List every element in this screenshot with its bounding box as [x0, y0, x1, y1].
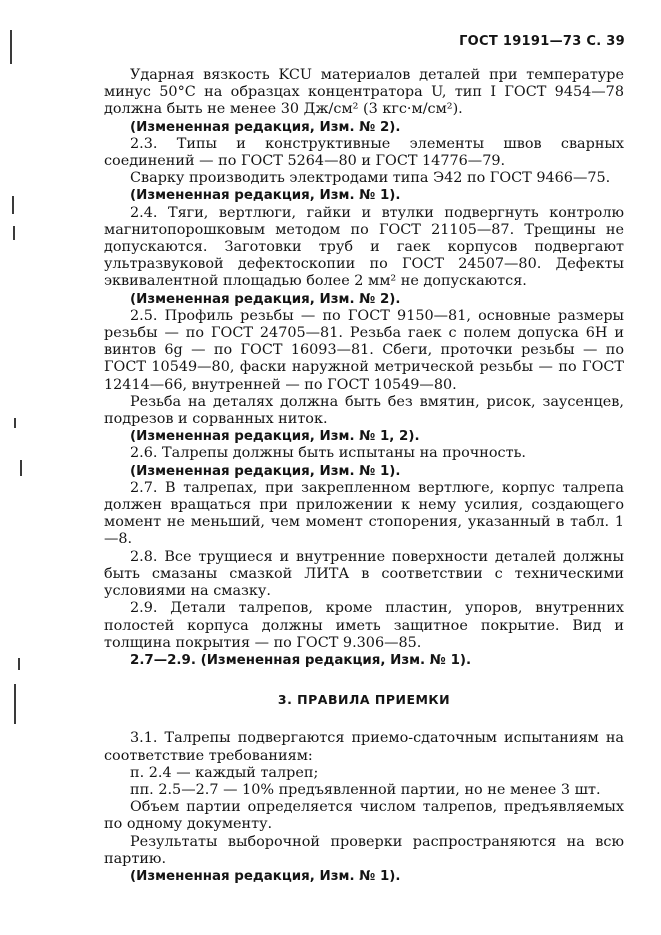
- margin-scan-mark: [14, 684, 16, 724]
- amendment-note: (Измененная редакция, Изм. № 2).: [130, 291, 401, 307]
- amendment-note: 2.7—2.9. (Измененная редакция, Изм. № 1).: [130, 652, 472, 668]
- paragraph: Резьба на деталях должна быть без вмятин, рисок, заусенцев, подрезов и сорванных ниток.: [104, 393, 624, 428]
- section-heading: 3. ПРАВИЛА ПРИЕМКИ: [277, 692, 451, 708]
- margin-scan-mark: [13, 226, 15, 240]
- paragraph: Объем партии определяется числом талрепов, предъявляемых по одному документу.: [104, 799, 624, 833]
- margin-scan-mark: [20, 460, 22, 476]
- amendment-note: (Измененная редакция, Изм. № 1).: [130, 868, 401, 884]
- paragraph: Сварку производить электродами типа Э42 по ГОСТ 9466—75.: [130, 170, 611, 187]
- paragraph: 2.8. Все трущиеся и внутренние поверхности деталей должны быть смазаны смазкой ЛИТА в соответствии с техническими условиями на смазку.: [104, 548, 624, 600]
- margin-scan-mark: [14, 418, 16, 428]
- paragraph: 2.4. Тяги, вертлюги, гайки и втулки подвергнуть контролю магнитопорошковым методом по ГОСТ 21105—87. Трещины не допускаются. Заготовки труб и гаек корпусов подвергают ультразвуковой дефектоскопии по ГОСТ 24507—80. Дефекты эквивалентной площадью более 2 мм² не допускаются.: [104, 204, 624, 290]
- paragraph: 2.5. Профиль резьбы — по ГОСТ 9150—81, основные размеры резьбы — по ГОСТ 24705—81. Резьба гаек с полем допуска 6Н и винтов 6g — по ГОСТ 16093—81. Сбеги, проточки резьбы — по ГОСТ 10549—80, фаски наружной метрической резьбы — по ГОСТ 12414—66, внутренней — по ГОСТ 10549—80.: [104, 307, 624, 393]
- amendment-note: (Измененная редакция, Изм. № 1).: [130, 188, 401, 204]
- paragraph: Результаты выборочной проверки распространяются на всю партию.: [104, 833, 624, 867]
- paragraph: 2.6. Талрепы должны быть испытаны на прочность.: [130, 445, 526, 462]
- paragraph: Ударная вязкость KCU материалов деталей при температуре минус 50°С на образцах концентратора U, тип I ГОСТ 9454—78 должна быть не менее 30 Дж/см² (3 кгс·м/см²).: [104, 67, 624, 118]
- margin-scan-mark: [10, 30, 12, 64]
- amendment-note: (Измененная редакция, Изм. № 1, 2).: [130, 429, 420, 445]
- paragraph: 2.9. Детали талрепов, кроме пластин, упоров, внутренних полостей корпуса должны иметь защитное покрытие. Вид и толщина покрытия — по ГОСТ 9.306—85.: [104, 600, 624, 651]
- page-header: ГОСТ 19191—73 С. 39: [459, 34, 625, 49]
- margin-scan-mark: [12, 196, 14, 214]
- amendment-note: (Измененная редакция, Изм. № 1).: [130, 463, 401, 479]
- amendment-note: (Измененная редакция, Изм. № 2).: [130, 119, 401, 135]
- margin-scan-mark: [18, 658, 20, 670]
- list-item: пп. 2.5—2.7 — 10% предъявленной партии, но не менее 3 шт.: [130, 781, 601, 798]
- paragraph: 3.1. Талрепы подвергаются приемо-сдаточным испытаниям на соответствие требованиям:: [104, 730, 624, 764]
- list-item: п. 2.4 — каждый талреп;: [130, 764, 319, 781]
- paragraph: 2.7. В талрепах, при закрепленном вертлюге, корпус талрепа должен вращаться при приложении к нему усилия, создающего момент не меньший, чем момент стопорения, указанный в табл. 1—8.: [104, 479, 624, 548]
- paragraph: 2.3. Типы и конструктивные элементы швов сварных соединений — по ГОСТ 5264—80 и ГОСТ 14776—79.: [104, 135, 624, 170]
- document-body: [104, 67, 624, 885]
